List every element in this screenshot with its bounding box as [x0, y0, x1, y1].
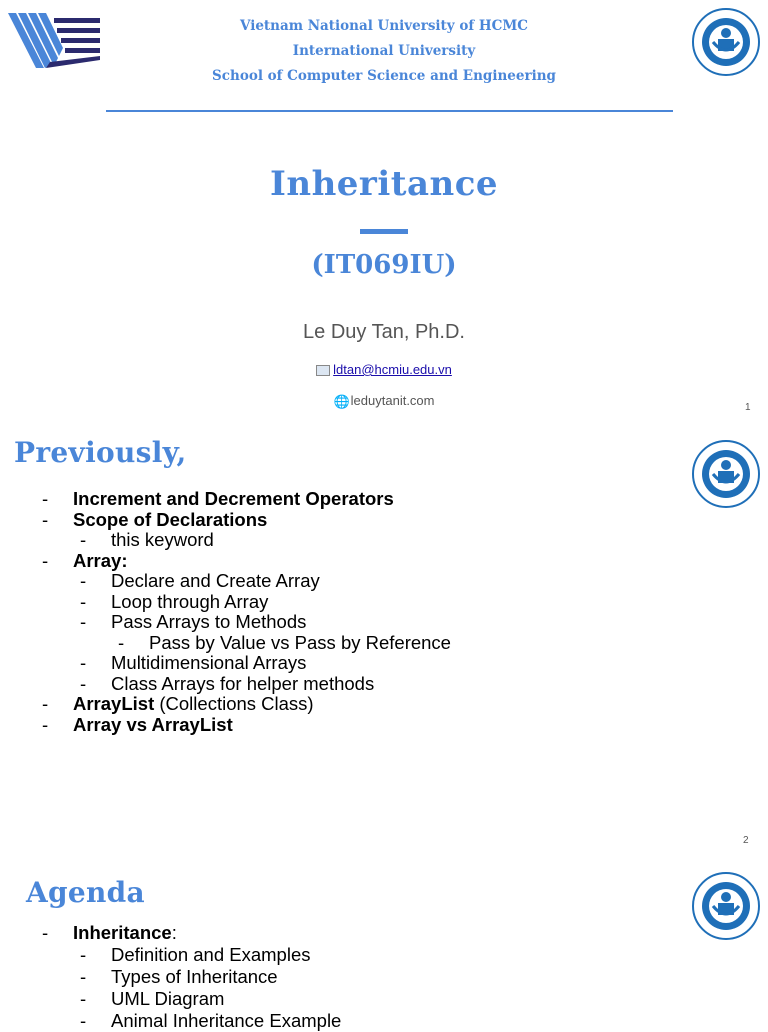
list-item: - Increment and Decrement Operators	[42, 488, 394, 509]
list-item: - Pass Arrays to Methods	[80, 611, 307, 632]
header-line-2: International University	[292, 43, 476, 59]
list-item: - Loop through Array	[80, 590, 269, 612]
list-item: - Declare and Create Array	[80, 570, 320, 591]
agenda-slide	[0, 860, 768, 1031]
slide-heading: Agenda	[26, 876, 145, 909]
list-item: - UML Diagram	[80, 988, 225, 1009]
hcmiu-seal	[692, 8, 760, 76]
author-name: Le Duy Tan, Ph.D.	[303, 321, 465, 343]
course-code: (IT069IU)	[311, 250, 457, 280]
header-divider	[106, 110, 673, 112]
header-line-3: School of Computer Science and Engineering	[212, 68, 556, 84]
page-number: 1	[745, 402, 751, 413]
email-line	[0, 362, 768, 377]
website-line	[0, 393, 768, 410]
globe-icon: 🌐	[333, 393, 350, 409]
list-item: - Definition and Examples	[80, 944, 311, 965]
university-header	[0, 14, 768, 89]
previously-list	[42, 488, 451, 735]
previously-slide	[0, 430, 768, 860]
list-item: - this keyword	[80, 529, 214, 550]
page-number: 2	[743, 835, 749, 846]
list-item: - Class Arrays for helper methods	[80, 672, 375, 694]
website-text: leduytanit.com	[350, 393, 435, 408]
slide-heading: Previously,	[14, 436, 187, 469]
list-item: - Inheritance:	[42, 922, 177, 943]
email-link[interactable]: ldtan@hcmiu.edu.vn	[333, 362, 452, 377]
agenda-list	[42, 922, 342, 1032]
list-item: - Animal Inheritance Example	[80, 1010, 342, 1031]
list-item: - Array:	[42, 549, 128, 571]
list-item: - Types of Inheritance	[80, 966, 278, 987]
slide-title: Inheritance	[269, 164, 499, 204]
list-item: - Multidimensional Arrays	[80, 652, 307, 673]
list-item: - Scope of Declarations	[42, 508, 268, 530]
list-item: - Pass by Value vs Pass by Reference	[118, 631, 451, 653]
list-item: - ArrayList (Collections Class)	[42, 693, 314, 714]
title-underline	[360, 229, 408, 234]
hcmiu-seal	[692, 872, 760, 940]
list-item: - Array vs ArrayList	[42, 713, 233, 735]
email-icon	[316, 365, 330, 376]
hcmiu-seal	[692, 440, 760, 508]
header-line-1: Vietnam National University of HCMC	[239, 18, 529, 34]
title-slide	[0, 0, 768, 430]
